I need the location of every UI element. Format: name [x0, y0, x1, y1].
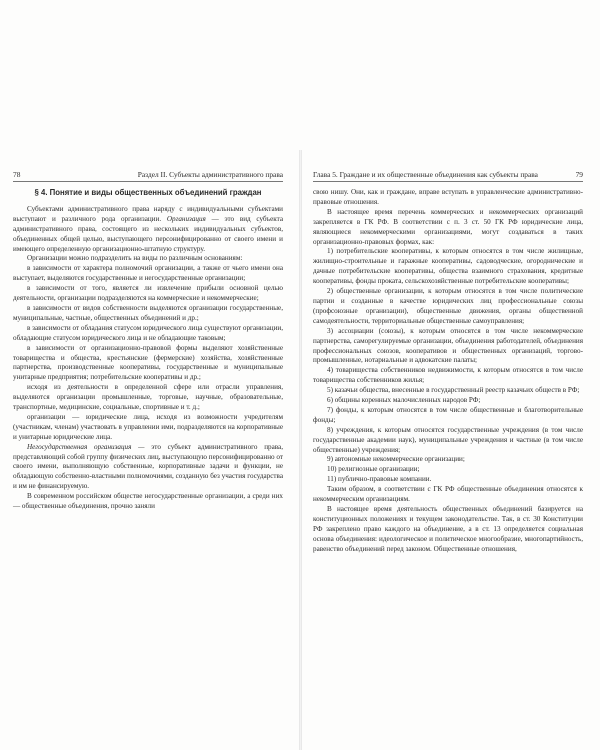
list-paragraph: организации — юридические лица, исходя из возможности учредителям (участникам, членам) участвовать в управлении ими, подразделяются на корпоративные и унитарные юридические лица. [13, 412, 283, 441]
right-page [313, 170, 583, 555]
list-paragraph: в зависимости от организационно-правовой формы выделяют хозяйственные товарищества и общества, крестьянские (фермерские) хозяйства, хозяйственные партнерства, производственные кооперативы, государственные и муниципальные унитарные предприятия; потребительские кооперативы и др.; [13, 343, 283, 382]
paragraph: Организации можно подразделить на виды по различным основаниям: [27, 254, 243, 263]
list-item: 5) казачьи общества, внесенные в государственный реестр казачьих обществ в РФ; [327, 386, 580, 395]
list-item: 11) публично-правовые компании. [327, 475, 432, 484]
list-item: 10) религиозные организации; [327, 465, 420, 474]
right-page-number: 79 [575, 170, 583, 179]
list-item: 9) автономные некоммерческие организации; [327, 455, 465, 464]
right-running-head [313, 170, 583, 182]
right-running-title: Глава 5. Гражданe и их общественные объединения как субъекты права [313, 170, 538, 179]
term-nongov: Негосударственная организация — [27, 442, 145, 451]
paragraph: В настоящее время деятельность общественных объединений базируется на конституционных положениях и текущем законодательстве. Так, в ст. 30 Конституции РФ закреплено право каждого на объединение, а в ст. 13 определяется социальная основа объединения: идеологическое и политическое многообразие, многопартийность, равенство объединений перед законом. Общественные отношения, [313, 505, 583, 553]
list-item: 2) общественные организации, к которым относятся в том числе политические партии и созданные в качестве юридических лиц профессиональные союзы (профсоюзные организации), общественные движения, органы общественной самодеятельности, территориальные общественные самоуправления; [313, 287, 583, 325]
list-paragraph: исходя из деятельности в определенной сфере или отрасли управления, выделяются организации промышленные, торговые, научные, образовательные, транспортные, медицинские, социальные, спортивные и т. д.; [13, 383, 283, 412]
section-title: § 4. Понятие и виды общественных объединений граждан [34, 188, 262, 197]
list-item: 8) учреждения, к которым относятся государственные учреждения (в том числе государственные академии наук), муниципальные учреждения и частные (в том числе общественные) учреждения; [313, 425, 583, 454]
intro-tail: — это вид субъекта административного права, состоящего из нескольких индивидуальных субъектов, объединенных общей целью, выступающего персонифицированно от своего имени и имеющего определенную организационно-штатную структуру. [13, 214, 284, 253]
paragraph: Таким образом, в соответствии с ГК РФ общественные объединения относятся к некоммерческим организациям. [313, 485, 583, 504]
left-running-head [13, 170, 283, 182]
list-paragraph: в зависимости от того, является ли извлечение прибыли основной целью деятельности, организации подразделяются на коммерческие и некоммерческие; [13, 284, 283, 303]
paragraph-intro [13, 205, 283, 255]
list-item: 3) ассоциации (союзы), к которым относятся в том числе некоммерческие партнерства, саморегулируемые организации, объединения работодателей, объединения профессиональных союзов, кооперативов и общественных организаций, торгово-промышленные, нотариальные и адвокатские палаты; [313, 326, 583, 365]
paragraph: свою нишу. Они, как и граждане, вправе вступать в управленческие административно-правовые отношения. [313, 188, 583, 206]
left-running-title: Раздел II. Субъекты административного права [137, 170, 283, 179]
paragraph-nongov [13, 443, 283, 493]
nongov-tail: это субъект административного права, представляющий собой группу физических лиц, выступающую персонифицированно от своего имени, выполняющую собственные, корпоративные задачи и функции, не обладающую собственно-властными полномочиями, созданную без участия государства и им не финансируемую. [13, 442, 283, 491]
list-item: 4) товарищества собственников недвижимости, к которым относятся в том числе товарищества собственников жилья; [313, 366, 583, 385]
paragraph: В современном российском обществе негосударственные организации, а среди них — общественные объединения, прочно заняли [13, 492, 283, 511]
left-page [13, 170, 283, 512]
list-paragraph: в зависимости от видов собственности выделяются организации государственные, муниципальные, частные, общественных объединений и др.; [13, 303, 283, 322]
paragraph: В настоящее время перечень коммерческих и некоммерческих организаций закрепляется в ГК РФ. В соответствии с п. 3 ст. 50 ГК РФ юридические лица, являющиеся некоммерческими организациями, могут создаваться в таких организационно-правовых формах, как: [313, 207, 583, 246]
list-paragraph: в зависимости от характера полномочий организации, а также от чьего имени она выступает, выделяются государственные и негосударственные организации; [13, 264, 283, 283]
book-gutter [299, 150, 302, 750]
list-item: 1) потребительские кооперативы, к которым относятся в том числе жилищные, жилищно-строительные и гаражные кооперативы, садоводческие, огороднические и дачные потребительские кооперативы, общества взаимного страхования, кредитные кооперативы, фонды проката, сельскохозяйственные потребительские кооперативы; [313, 247, 583, 286]
list-paragraph: в зависимости от обладания статусом юридического лица существуют организации, обладающие статусом юридического лица и не обладающие таковым; [13, 323, 283, 342]
intro-text: Субъектами административного права наряду с индивидуальными субъектами выступают и различного рода организации. [13, 204, 283, 223]
list-item: 7) фонды, к которым относятся в том числе общественные и благотворительные фонды; [313, 405, 583, 424]
term-organization: Организация [166, 214, 206, 223]
left-page-number: 78 [13, 170, 21, 179]
list-item: 6) общины коренных малочисленных народов РФ; [327, 396, 481, 405]
